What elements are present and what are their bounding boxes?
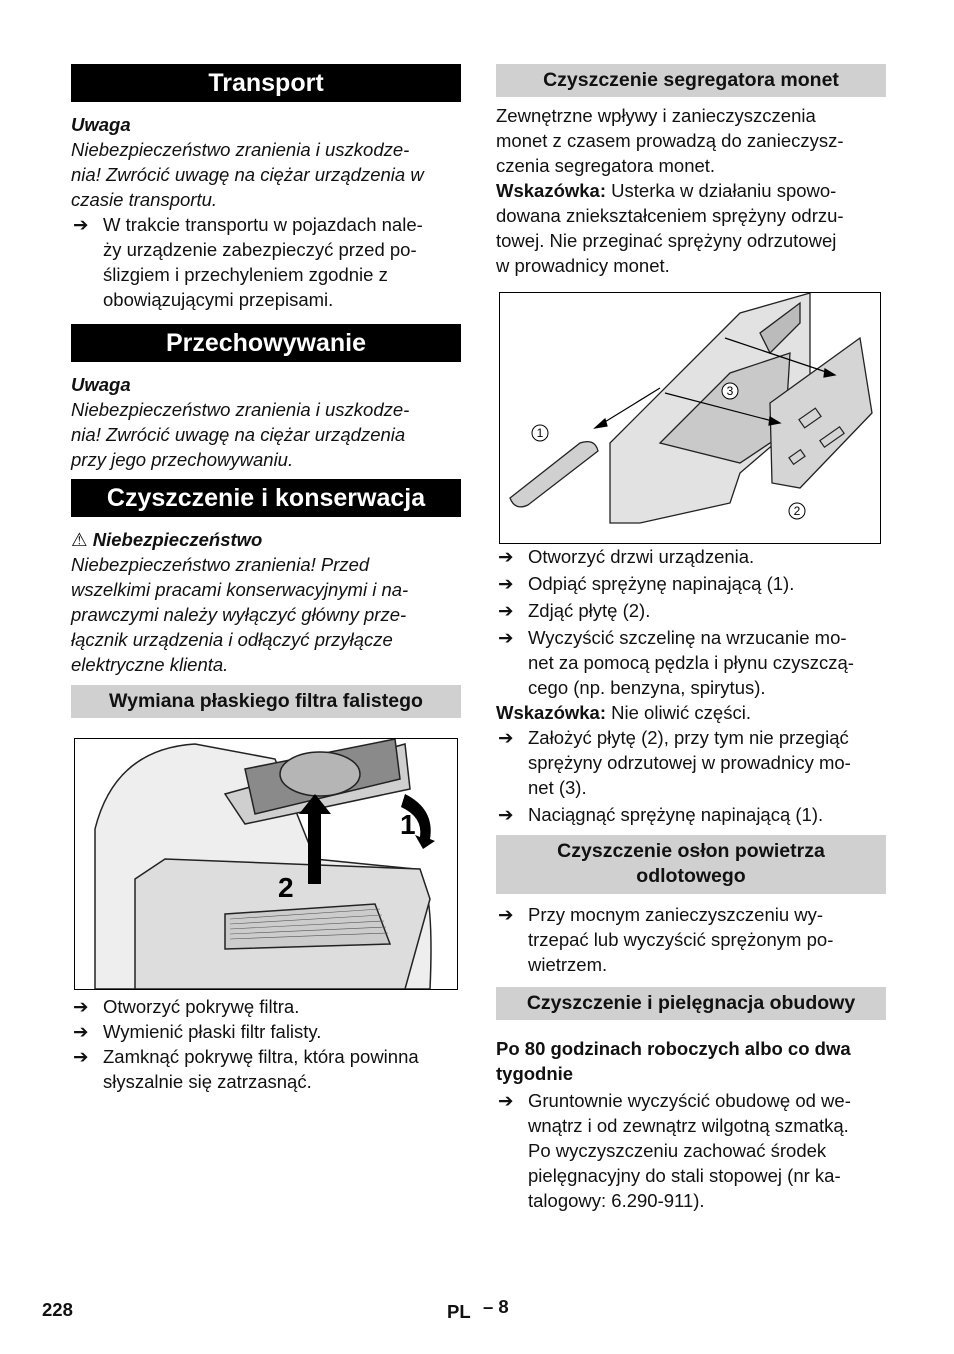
coin-illustration: [500, 293, 880, 543]
transport-caution-line: nia! Zwrócić uwagę na ciężar urządzenia w: [71, 164, 424, 185]
step-line: wietrzem.: [528, 954, 608, 975]
filter-figure: [74, 738, 458, 990]
note-label: Wskazówka:: [496, 702, 607, 723]
transport-caution-title: Uwaga: [71, 114, 131, 135]
text-line: tygodnie: [496, 1063, 574, 1084]
step-arrow-icon: ➔: [498, 904, 514, 925]
footer-language: PL: [447, 1301, 471, 1322]
storage-caution-title: Uwaga: [71, 374, 131, 395]
coin-figure: [499, 292, 881, 544]
figure-label-2: 2: [278, 872, 294, 903]
step-line: ślizgiem i przechyleniem zgodnie z: [103, 264, 388, 285]
figure-label-2: 2: [793, 504, 801, 518]
text-line: Po 80 godzinach roboczych albo co dwa: [496, 1038, 851, 1059]
filter-step: [71, 1044, 461, 1094]
step-arrow-icon: ➔: [498, 546, 514, 567]
page-number: 228: [42, 1299, 73, 1320]
coin-step: [496, 571, 886, 596]
text-line: czenia segregatora monet.: [496, 155, 716, 176]
transport-caution-line: Niebezpieczeństwo zranienia i uszkodze-: [71, 139, 410, 160]
heading-exhaust-cleaning: [496, 835, 886, 894]
step-arrow-icon: ➔: [498, 804, 514, 825]
step-arrow-icon: ➔: [498, 627, 514, 648]
danger-line: elektryczne klienta.: [71, 654, 229, 675]
coin-step: [496, 625, 886, 700]
filter-step: [71, 1019, 461, 1044]
coin-step: [496, 544, 886, 569]
step-arrow-icon: ➔: [498, 573, 514, 594]
step-line: net za pomocą pędzla i płynu czyszczą-: [528, 652, 854, 673]
step-line: ży urządzenie zabezpieczyć przed po-: [103, 239, 417, 260]
step-line: słyszalnie się zatrzasnąć.: [103, 1071, 312, 1092]
figure-label-1: 1: [536, 426, 544, 440]
filter-step: [71, 994, 461, 1019]
warning-triangle-icon: ⚠: [71, 529, 88, 550]
heading-maintenance: Czyszczenie i konserwacja: [71, 479, 461, 517]
step-line: Otworzyć drzwi urządzenia.: [528, 546, 755, 567]
coin-step: [496, 598, 886, 623]
step-line: pielęgnacyjny do stali stopowej (nr ka-: [528, 1165, 841, 1186]
step-line: Po wyczyszczeniu zachować środek: [528, 1140, 827, 1161]
step-arrow-icon: ➔: [73, 214, 89, 235]
step-line: net (3).: [528, 777, 587, 798]
transport-caution-line: czasie transportu.: [71, 189, 218, 210]
text-line: monet z czasem prowadzą do zanieczysz-: [496, 130, 844, 151]
step-line: Naciągnąć sprężynę napinającą (1).: [528, 804, 824, 825]
step-line: Gruntownie wyczyścić obudowę od we-: [528, 1090, 851, 1111]
heading-filter-replacement: Wymiana płaskiego filtra falistego: [71, 685, 461, 718]
text-line: towej. Nie przeginać sprężyny odrzutowej: [496, 230, 837, 251]
danger-title: [71, 527, 461, 552]
heading-line: Czyszczenie osłon powietrza: [557, 840, 825, 862]
step-arrow-icon: ➔: [498, 600, 514, 621]
danger-line: łącznik urządzenia i odłączyć przyłącze: [71, 629, 393, 650]
transport-caution-text: [71, 137, 461, 212]
danger-title-text: Niebezpieczeństwo: [92, 529, 263, 550]
coin-note: [496, 178, 886, 278]
footer-sub-page: – 8: [483, 1296, 509, 1317]
text-line: Usterka w działaniu spowo-: [606, 180, 837, 201]
step-arrow-icon: ➔: [73, 1046, 89, 1067]
heading-transport: Transport: [71, 64, 461, 102]
danger-text: [71, 552, 461, 677]
figure-label-1: 1: [400, 809, 416, 840]
step-line: Odpiąć sprężynę napinającą (1).: [528, 573, 795, 594]
step-line: trzepać lub wyczyścić sprężonym po-: [528, 929, 834, 950]
step-line: Otworzyć pokrywę filtra.: [103, 996, 300, 1017]
step-line: Założyć płytę (2), przy tym nie przegiąć: [528, 727, 849, 748]
text-line: Zewnętrzne wpływy i zanieczyszczenia: [496, 105, 816, 126]
storage-caution-line: nia! Zwrócić uwagę na ciężar urządzenia: [71, 424, 406, 445]
coin-intro: [496, 103, 886, 178]
step-arrow-icon: ➔: [73, 1021, 89, 1042]
danger-line: prawczymi należy wyłączyć główny prze-: [71, 604, 407, 625]
transport-step: [71, 212, 461, 312]
step-line: Wymienić płaski filtr falisty.: [103, 1021, 322, 1042]
heading-storage: Przechowywanie: [71, 324, 461, 362]
step-line: talogowy: 6.290-911).: [528, 1190, 705, 1211]
storage-caution-line: przy jego przechowywaniu.: [71, 449, 294, 470]
storage-caution-line: Niebezpieczeństwo zranienia i uszkodze-: [71, 399, 410, 420]
step-line: cego (np. benzyna, spirytus).: [528, 677, 766, 698]
right-column: [496, 64, 886, 1213]
step-line: sprężyny odrzutowej w prowadnicy mo-: [528, 752, 851, 773]
text-line: w prowadnicy monet.: [496, 255, 670, 276]
step-arrow-icon: ➔: [73, 996, 89, 1017]
housing-interval: [496, 1036, 886, 1086]
figure-label-3: 3: [726, 384, 734, 398]
step-line: Zamknąć pokrywę filtra, która powinna: [103, 1046, 419, 1067]
danger-line: wszelkimi pracami konserwacyjnymi i na-: [71, 579, 409, 600]
left-column: [71, 64, 461, 1094]
heading-line: odlotowego: [636, 865, 746, 887]
coin-note-2: [496, 700, 886, 725]
coin-step: [496, 725, 886, 800]
storage-caution-text: [71, 397, 461, 472]
step-arrow-icon: ➔: [498, 727, 514, 748]
note-label: Wskazówka:: [496, 180, 607, 201]
step-line: Wyczyścić szczelinę na wrzucanie mo-: [528, 627, 847, 648]
step-line: wnątrz i od zewnątrz wilgotną szmatką.: [528, 1115, 849, 1136]
coin-step: [496, 802, 886, 827]
heading-coin-cleaning: Czyszczenie segregatora monet: [496, 64, 886, 97]
step-line: Przy mocnym zanieczyszczeniu wy-: [528, 904, 824, 925]
housing-step: [496, 1088, 886, 1213]
step-line: obowiązującymi przepisami.: [103, 289, 334, 310]
step-line: W trakcie transportu w pojazdach nale-: [103, 214, 423, 235]
heading-housing-care: Czyszczenie i pielęgnacja obudowy: [496, 987, 886, 1020]
danger-line: Niebezpieczeństwo zranienia! Przed: [71, 554, 370, 575]
text-line: Nie oliwić części.: [606, 702, 751, 723]
filter-illustration: [75, 739, 457, 989]
step-arrow-icon: ➔: [498, 1090, 514, 1111]
text-line: dowana zniekształceniem sprężyny odrzu-: [496, 205, 844, 226]
step-line: Zdjąć płytę (2).: [528, 600, 651, 621]
air-step: [496, 902, 886, 977]
